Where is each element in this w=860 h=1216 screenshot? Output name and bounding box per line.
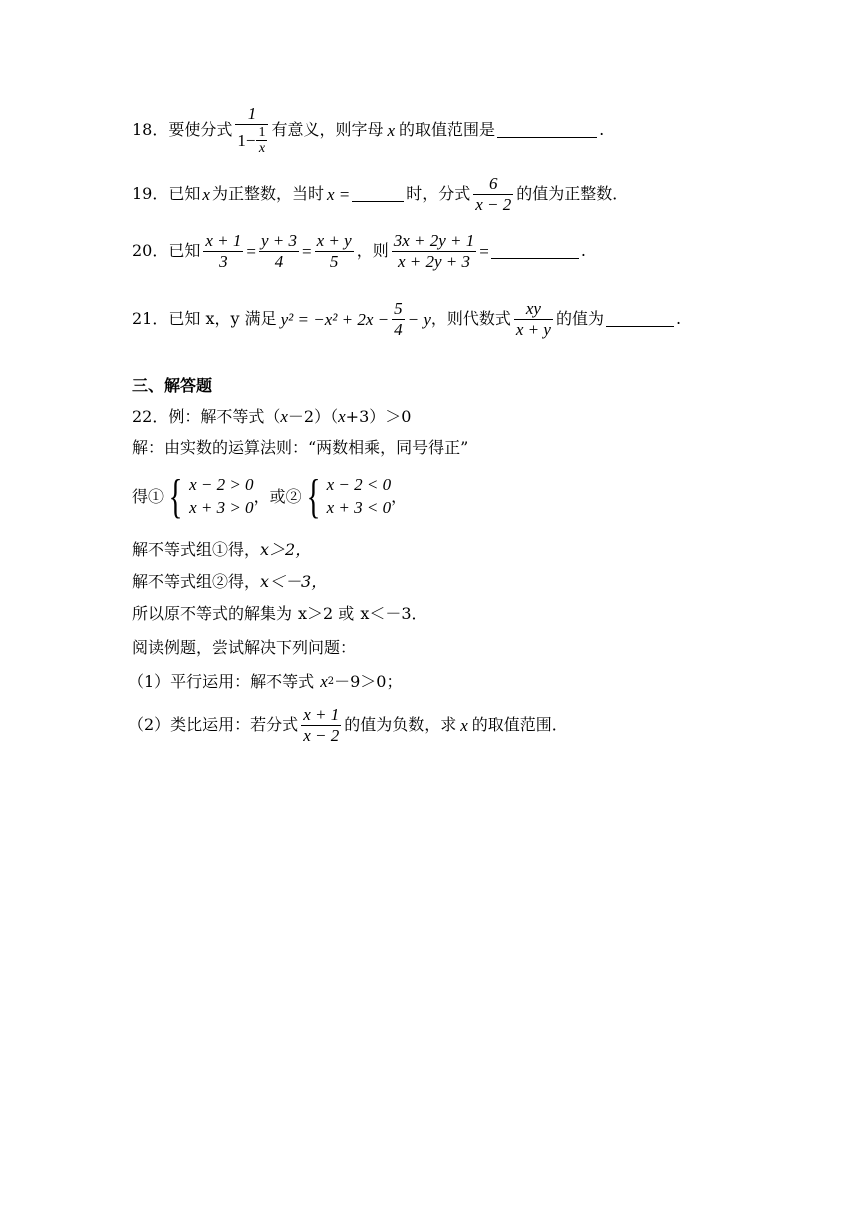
q22-line-2: 解：由实数的运算法则：“两数相乘，同号得正” (132, 438, 469, 457)
q22-f-den: x − 2 (303, 725, 340, 745)
q22-line9-c: 的取值范围． (471, 715, 568, 735)
q21-f1-den: 4 (394, 319, 403, 339)
q22-line4-b: x＞2， (260, 540, 312, 559)
answer-blank[interactable] (352, 187, 404, 202)
q18-end: . (599, 120, 605, 140)
q22-line6-c: x＜－3． (360, 604, 428, 623)
q18-inner-fraction (257, 125, 266, 157)
inequality-system-1 (189, 474, 254, 520)
q22-line8-sup: 2 (327, 675, 335, 687)
inequality-system-2 (327, 474, 392, 520)
answer-blank[interactable] (491, 244, 579, 259)
q22-line9-a: （2）类比运用：若分式 (128, 715, 299, 735)
q22-line6-a: 所以原不等式的解集为 (132, 604, 293, 623)
q22-f-num: x + 1 (303, 705, 340, 724)
q22-line-3 (132, 470, 408, 524)
sys2-row-a: x − 2 < 0 (326, 475, 392, 494)
q21-expr-a: y² = −x² + 2x − (280, 309, 390, 329)
q20-eq2: = (302, 241, 312, 261)
section-heading: 三、解答题 (132, 376, 213, 395)
q21-text-a: 已知 x，y 满足 (168, 309, 277, 329)
q19-fraction (473, 174, 513, 214)
q22-line5-b: x＜－3， (260, 572, 328, 591)
left-brace-icon: { (168, 470, 183, 524)
q22-line5-a: 解不等式组②得， (132, 572, 261, 591)
q22-line1-x: x (280, 407, 288, 426)
q20-f2-num: y + 3 (261, 231, 298, 250)
q20-f1-num: x + 1 (205, 231, 242, 250)
q22-line1-x2: x (338, 407, 346, 426)
q19-text-b: 为正整数，当时 (211, 184, 324, 204)
q20-number: 20． (132, 241, 169, 261)
q21-fraction-2 (514, 299, 553, 339)
q20-f2-den: 4 (274, 251, 284, 271)
q21-end: . (675, 309, 682, 329)
q21-fraction-1 (392, 299, 405, 339)
q19-frac-denominator: x − 2 (475, 194, 512, 214)
q22-line-6 (132, 606, 428, 622)
question-20 (132, 231, 586, 271)
q22-line-1 (132, 408, 411, 425)
sys1-row-b: x + 3 > 0 (189, 497, 254, 517)
question-21 (132, 299, 681, 339)
q20-f4-den: x + 2y + 3 (397, 251, 471, 271)
q19-text-a: 已知 (168, 184, 201, 204)
q20-fraction-1 (203, 231, 243, 271)
q19-var: x (202, 184, 210, 204)
sys2-row-b: x + 3 < 0 (326, 497, 392, 517)
q22-line4-a: 解不等式组①得， (132, 540, 261, 559)
q22-line-9 (128, 705, 568, 745)
q22-line9-x: x (460, 715, 468, 735)
q22-line3-a: 得① (132, 486, 165, 506)
q21-f1-num: 5 (394, 299, 403, 318)
q20-f4-num: 3x + 2y + 1 (393, 231, 475, 250)
answer-blank[interactable] (497, 123, 597, 138)
q21-f2-den: x + y (515, 319, 551, 339)
q21-text-c: 的值为 (555, 309, 604, 329)
q22-line8-c: －9＞0； (334, 671, 403, 691)
q22-line-7: 阅读例题，尝试解决下列问题： (132, 638, 357, 657)
q22-line-8 (128, 673, 402, 690)
question-19 (132, 174, 628, 214)
q19-eq: x = (326, 184, 351, 204)
q21-expr-b: − y (407, 309, 431, 329)
q20-eq3: = (479, 241, 489, 261)
q22-line-4 (132, 542, 311, 558)
q18-den-left: 1− (237, 130, 256, 150)
q20-text-b: ，则 (356, 241, 389, 261)
q18-suffix-a: 有意义，则字母 (271, 120, 384, 140)
q19-text-c: 时，分式 (406, 184, 471, 204)
q20-f1-den: 3 (219, 251, 228, 271)
q18-frac-numerator: 1 (247, 104, 257, 123)
q20-fraction-3 (315, 231, 354, 271)
q18-fraction (235, 104, 268, 156)
q20-f3-num: x + y (316, 231, 352, 250)
q19-frac-numerator: 6 (489, 174, 498, 193)
q22-line6-b: x＞2 或 (298, 604, 355, 623)
q20-end: . (580, 241, 586, 261)
q22-line1-c: +3）＞0 (345, 406, 412, 426)
q22-line-5 (132, 574, 327, 590)
q22-line8-a: （1）平行运用：解不等式 (128, 671, 315, 691)
q22-line1-a: 22．例：解不等式（ (132, 406, 281, 426)
q22-line8-b: x (320, 672, 328, 691)
q18-suffix-b: 的取值范围是 (399, 120, 496, 140)
q22-line3-c: ， (391, 486, 408, 506)
q18-inner-num: 1 (258, 124, 266, 140)
q22-line9-b: 的值为负数，求 (344, 715, 457, 735)
q22-fraction (301, 705, 341, 745)
q21-number: 21． (132, 309, 169, 329)
q21-f2-num: xy (525, 299, 541, 318)
q18-number: 18． (132, 120, 169, 140)
q18-prefix: 要使分式 (168, 120, 233, 140)
left-brace-icon: { (306, 470, 321, 524)
q18-frac-denominator (235, 125, 268, 157)
q18-var: x (387, 120, 396, 140)
q20-f3-den: 5 (329, 251, 339, 271)
q19-number: 19． (132, 184, 169, 204)
q19-text-d: 的值为正整数． (516, 184, 629, 204)
q21-text-b: ，则代数式 (430, 309, 511, 329)
sys1-row-a: x − 2 > 0 (189, 475, 254, 494)
q22-line1-b: －2）（ (287, 406, 339, 426)
question-18 (132, 104, 604, 156)
q18-inner-den: x (258, 140, 266, 156)
q22-line3-b: ，或② (253, 486, 302, 506)
q20-eq1: = (246, 241, 257, 261)
q20-text-a: 已知 (168, 241, 201, 261)
answer-blank[interactable] (606, 312, 674, 327)
q20-fraction-2 (259, 231, 299, 271)
q20-fraction-4 (392, 231, 477, 271)
